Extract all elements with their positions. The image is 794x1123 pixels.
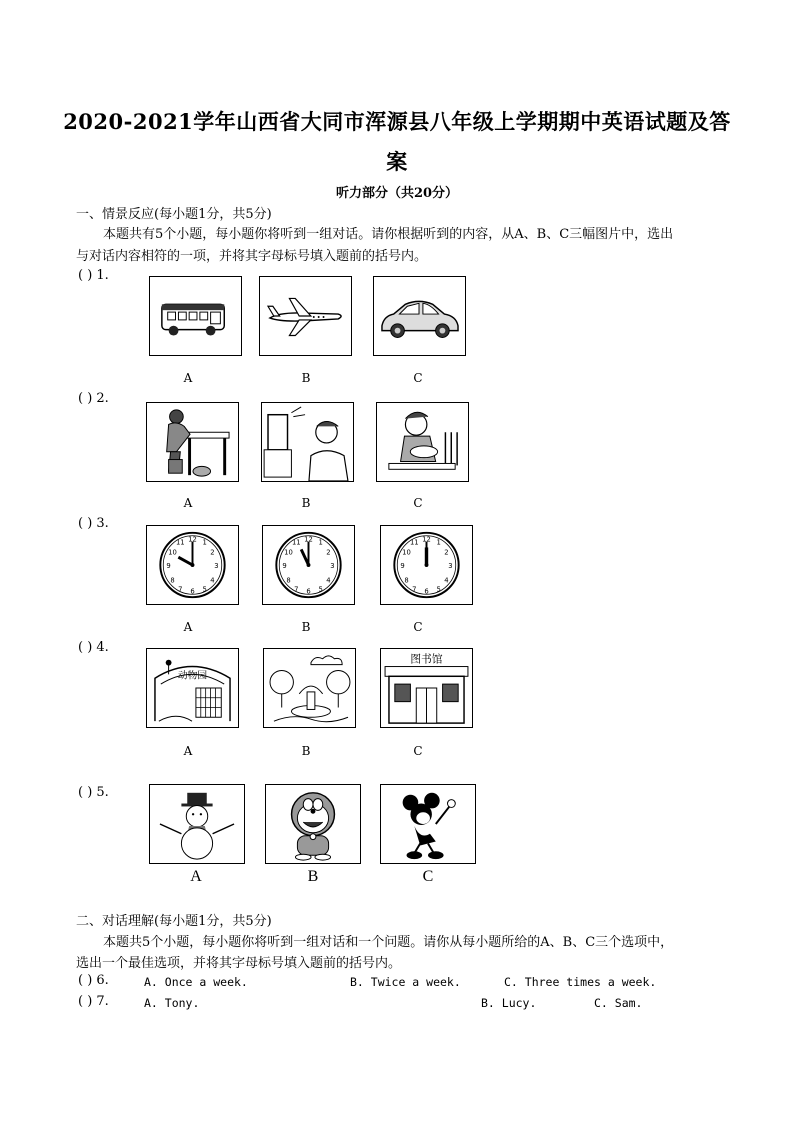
svg-text:11: 11	[291, 538, 301, 547]
boy-watching-tv-icon	[262, 403, 353, 481]
svg-text:7: 7	[412, 585, 417, 594]
svg-text:11: 11	[175, 538, 185, 547]
mickey-mouse-icon	[381, 785, 475, 863]
svg-text:7: 7	[294, 585, 299, 594]
svg-text:5: 5	[202, 585, 207, 594]
q5-option-c-image[interactable]	[380, 784, 476, 864]
q7-option-c[interactable]: C. Sam.	[594, 996, 643, 1010]
park-icon	[264, 649, 355, 727]
svg-text:12: 12	[304, 535, 313, 544]
section1-instruction-line1: 本题共有5个小题，每小题你将听到一组对话。请你根据听到的内容，从A、B、C三幅图片中，选出	[103, 227, 674, 242]
library-icon	[381, 649, 472, 727]
section2-heading: 二、对话理解(每小题1分，共5分)	[76, 914, 272, 929]
question-2-number: ( ) 2.	[78, 391, 109, 406]
svg-text:8: 8	[404, 576, 409, 585]
svg-text:6: 6	[190, 587, 195, 596]
svg-text:5: 5	[436, 585, 441, 594]
section1-heading: 一、情景反应(每小题1分，共5分)	[76, 207, 272, 222]
q2-option-c-image[interactable]	[376, 402, 469, 482]
airplane-icon	[260, 277, 351, 355]
q1-option-c-image[interactable]	[373, 276, 466, 356]
question-1-number: ( ) 1.	[78, 268, 109, 283]
svg-text:9: 9	[400, 561, 405, 570]
svg-text:12: 12	[422, 535, 431, 544]
question-7-number: ( ) 7.	[78, 994, 109, 1009]
svg-text:9: 9	[282, 561, 287, 570]
svg-text:3: 3	[448, 561, 453, 570]
svg-text:2: 2	[210, 548, 215, 557]
page-title: 2020-2021学年山西省大同市浑源县八年级上学期期中英语试题及答	[63, 109, 731, 134]
q5-label-b: B	[307, 868, 319, 885]
svg-text:6: 6	[424, 587, 429, 596]
svg-text:11: 11	[409, 538, 419, 547]
section1-instruction-line2: 与对话内容相符的一项，并将其字母标号填入题前的括号内。	[76, 249, 428, 264]
svg-text:3: 3	[214, 561, 219, 570]
q1-label-b: B	[301, 371, 311, 385]
svg-text:12: 12	[188, 535, 197, 544]
svg-text:6: 6	[306, 587, 311, 596]
q3-option-a-image[interactable]	[146, 525, 239, 605]
clock-ten-icon	[147, 526, 238, 604]
q6-option-a[interactable]: A. Once a week.	[144, 975, 248, 989]
car-icon	[374, 277, 465, 355]
svg-text:3: 3	[330, 561, 335, 570]
q1-option-b-image[interactable]	[259, 276, 352, 356]
question-5-number: ( ) 5.	[78, 785, 109, 800]
q5-option-b-image[interactable]	[265, 784, 361, 864]
svg-text:1: 1	[436, 538, 441, 547]
svg-text:10: 10	[402, 548, 411, 557]
svg-text:5: 5	[318, 585, 323, 594]
snowman-icon	[150, 785, 244, 863]
q6-option-b[interactable]: B. Twice a week.	[350, 975, 461, 989]
q3-label-a: A	[183, 620, 193, 634]
clock-eleven-icon	[263, 526, 354, 604]
svg-text:8: 8	[170, 576, 175, 585]
q6-option-c[interactable]: C. Three times a week.	[504, 975, 657, 989]
svg-text:2: 2	[326, 548, 331, 557]
question-6-number: ( ) 6.	[78, 973, 109, 988]
q7-option-a[interactable]: A. Tony.	[144, 996, 200, 1010]
svg-text:9: 9	[166, 561, 171, 570]
bus-icon	[150, 277, 241, 355]
question-3-number: ( ) 3.	[78, 516, 109, 531]
q1-label-c: C	[413, 371, 423, 385]
clock-twelve-icon	[381, 526, 472, 604]
q4-label-b: B	[301, 744, 311, 758]
page-title-continued: 案	[386, 149, 408, 174]
q4-option-a-image[interactable]	[146, 648, 239, 728]
svg-text:10: 10	[284, 548, 293, 557]
q4-label-c: C	[413, 744, 423, 758]
q1-option-a-image[interactable]	[149, 276, 242, 356]
q2-label-c: C	[413, 496, 423, 510]
svg-text:8: 8	[286, 576, 291, 585]
svg-text:2: 2	[444, 548, 449, 557]
section2-instruction-line1: 本题共5个小题，每小题你将听到一组对话和一个问题。请你从每小题所给的A、B、C三个选项中，	[103, 935, 674, 950]
doraemon-icon	[266, 785, 360, 863]
q5-label-c: C	[422, 868, 434, 885]
q3-label-b: B	[301, 620, 311, 634]
svg-text:4: 4	[326, 576, 331, 585]
q7-option-b[interactable]: B. Lucy.	[481, 996, 537, 1010]
svg-text:4: 4	[210, 576, 215, 585]
svg-text:1: 1	[202, 538, 207, 547]
q2-label-b: B	[301, 496, 311, 510]
boy-writing-icon	[147, 403, 238, 481]
zoo-sign: 动物园	[177, 670, 208, 682]
question-4-number: ( ) 4.	[78, 640, 109, 655]
q5-label-a: A	[190, 868, 202, 885]
q3-label-c: C	[413, 620, 423, 634]
listening-subtitle: 听力部分（共20分）	[335, 186, 459, 201]
q2-option-a-image[interactable]	[146, 402, 239, 482]
section2-instruction-line2: 选出一个最佳选项，并将其字母标号填入题前的括号内。	[76, 956, 402, 971]
q4-label-a: A	[183, 744, 193, 758]
q1-label-a: A	[183, 371, 193, 385]
q4-option-c-image[interactable]	[380, 648, 473, 728]
zoo-icon	[147, 649, 238, 727]
svg-text:7: 7	[178, 585, 183, 594]
svg-text:4: 4	[444, 576, 449, 585]
q3-option-c-image[interactable]	[380, 525, 473, 605]
svg-text:10: 10	[168, 548, 177, 557]
library-sign: 图书馆	[410, 652, 443, 666]
q4-option-b-image[interactable]	[263, 648, 356, 728]
q2-label-a: A	[183, 496, 193, 510]
q3-option-b-image[interactable]	[262, 525, 355, 605]
q5-option-a-image[interactable]	[149, 784, 245, 864]
boy-washing-dishes-icon	[377, 403, 468, 481]
svg-text:1: 1	[318, 538, 323, 547]
q2-option-b-image[interactable]	[261, 402, 354, 482]
